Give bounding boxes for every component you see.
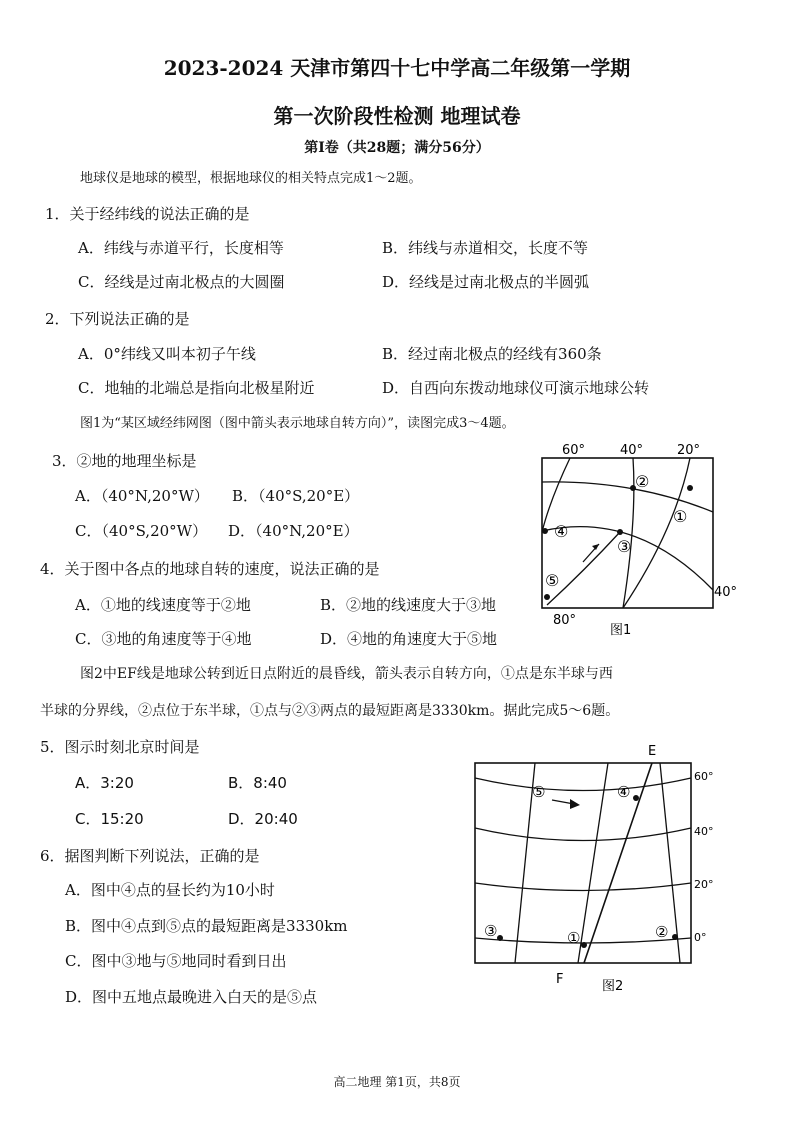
question-2-option-c[interactable]: C．地轴的北端总是指向北极星附近 xyxy=(78,379,315,397)
question-5-stem: 5．图示时刻北京时间是 xyxy=(40,738,200,756)
question-3-stem: 3．②地的地理坐标是 xyxy=(52,452,197,470)
question-5-option-c[interactable]: C．15:20 xyxy=(75,810,144,828)
question-3-option-c[interactable]: C．（40°S,20°W） xyxy=(75,522,208,540)
question-4-option-b[interactable]: B．②地的线速度大于③地 xyxy=(320,596,497,614)
meridian-middle xyxy=(578,763,608,963)
question-1-option-b[interactable]: B．纬线与赤道相交，长度不等 xyxy=(382,239,589,257)
question-6-option-c[interactable]: C．图中③地与⑤地同时看到日出 xyxy=(65,952,287,970)
lon-label-20: 20° xyxy=(677,443,701,458)
point-3-label: ③ xyxy=(484,922,498,940)
point-4-label: ④ xyxy=(554,522,569,541)
question-5-option-a[interactable]: A．3:20 xyxy=(75,774,134,792)
lon-label-60: 60° xyxy=(562,443,586,458)
exam-title-line1: 2023-2024 天津市第四十七中学高二年级第一学期 xyxy=(163,56,631,80)
intro-q5-6-line2: 半球的分界线，②点位于东半球，①点与②③两点的最短距离是3330km。据此完成5～6题。 xyxy=(40,703,620,719)
question-2-option-b[interactable]: B．经过南北极点的经线有360条 xyxy=(382,345,602,363)
question-6-option-a[interactable]: A．图中④点的昼长约为10小时 xyxy=(65,881,275,899)
point-3-label: ③ xyxy=(617,537,632,556)
figure-2-caption: 图2 xyxy=(602,979,624,994)
figure-1-graticule xyxy=(525,440,745,640)
point-1-dot xyxy=(581,942,587,948)
question-4-stem: 4．关于图中各点的地球自转的速度，说法正确的是 xyxy=(40,560,380,578)
parallel-60 xyxy=(475,778,691,791)
parallel-upper xyxy=(542,482,713,512)
lon-label-40: 40° xyxy=(620,443,644,458)
figure-2-terminator-map xyxy=(470,738,740,998)
line-label-f: F xyxy=(556,972,564,987)
point-1-label: ① xyxy=(567,929,581,947)
page-footer: 高二地理 第1页，共8页 xyxy=(333,1075,461,1089)
lat-label-60: 60° xyxy=(694,770,714,783)
rotation-arrowhead xyxy=(570,799,580,809)
question-2-option-a[interactable]: A．0°纬线又叫本初子午线 xyxy=(78,345,256,363)
point-4-dot xyxy=(633,795,639,801)
question-2-option-d[interactable]: D．自西向东拨动地球仪可演示地球公转 xyxy=(382,379,650,397)
question-1-option-d[interactable]: D．经线是过南北极点的半圆弧 xyxy=(382,273,590,291)
point-2-label: ② xyxy=(635,472,650,491)
question-3-option-b[interactable]: B．（40°S,20°E） xyxy=(232,487,360,505)
point-1-label: ① xyxy=(673,507,688,526)
question-5-option-d[interactable]: D．20:40 xyxy=(228,810,298,828)
point-5-dot xyxy=(544,594,550,600)
point-1-dot xyxy=(687,485,693,491)
intro-q5-6-line1: 图2中EF线是地球公转到近日点附近的晨昏线，箭头表示自转方向，①点是东半球与西 xyxy=(80,666,613,682)
rotation-arrowhead xyxy=(592,544,599,550)
parallel-lower xyxy=(547,532,620,605)
point-5-label: ⑤ xyxy=(532,783,546,801)
question-4-option-a[interactable]: A．①地的线速度等于②地 xyxy=(75,596,251,614)
question-6-option-b[interactable]: B．图中④点到⑤点的最短距离是3330km xyxy=(65,917,348,935)
question-1-stem: 1．关于经纬线的说法正确的是 xyxy=(45,205,250,223)
section-heading: 第I卷（共28题；满分56分） xyxy=(304,140,490,156)
intro-q3-4: 图1为“某区域经纬网图（图中箭头表示地球自转方向）”，读图完成3～4题。 xyxy=(80,416,515,431)
meridian-60 xyxy=(542,458,570,532)
question-4-option-d[interactable]: D．④地的角速度大于⑤地 xyxy=(320,630,498,648)
lat-label-40: 40° xyxy=(694,825,714,838)
intro-q1-2: 地球仪是地球的模型，根据地球仪的相关特点完成1～2题。 xyxy=(80,171,422,186)
question-3-option-a[interactable]: A．（40°N,20°W） xyxy=(75,487,209,505)
question-6-option-d[interactable]: D．图中五地点最晚进入白天的是⑤点 xyxy=(65,988,318,1006)
lat-label-80: 80° xyxy=(553,613,577,628)
lat-label-20: 20° xyxy=(694,878,714,891)
parallel-20 xyxy=(475,883,691,891)
question-1-option-c[interactable]: C．经线是过南北极点的大圆圈 xyxy=(78,273,285,291)
point-5-label: ⑤ xyxy=(545,571,560,590)
line-label-e: E xyxy=(648,744,657,759)
exam-title-line2: 第一次阶段性检测 地理试卷 xyxy=(273,104,521,128)
figure-1-caption: 图1 xyxy=(610,623,632,638)
question-5-option-b[interactable]: B．8:40 xyxy=(228,774,287,792)
point-3-dot xyxy=(497,935,503,941)
question-4-option-c[interactable]: C．③地的角速度等于④地 xyxy=(75,630,252,648)
point-4-label: ④ xyxy=(617,783,631,801)
meridian-20 xyxy=(623,458,690,608)
point-2-dot xyxy=(672,934,678,940)
parallel-40 xyxy=(475,828,691,841)
point-2-label: ② xyxy=(655,923,669,941)
point-3-dot xyxy=(617,529,623,535)
lat-label-0: 0° xyxy=(694,931,707,944)
question-6-stem: 6．据图判断下列说法，正确的是 xyxy=(40,847,260,865)
question-2-stem: 2．下列说法正确的是 xyxy=(45,310,190,328)
question-3-option-d[interactable]: D．（40°N,20°E） xyxy=(228,522,359,540)
question-1-option-a[interactable]: A．纬线与赤道平行，长度相等 xyxy=(78,239,284,257)
point-4-dot xyxy=(542,528,548,534)
lat-label-40: 40° xyxy=(714,585,738,600)
